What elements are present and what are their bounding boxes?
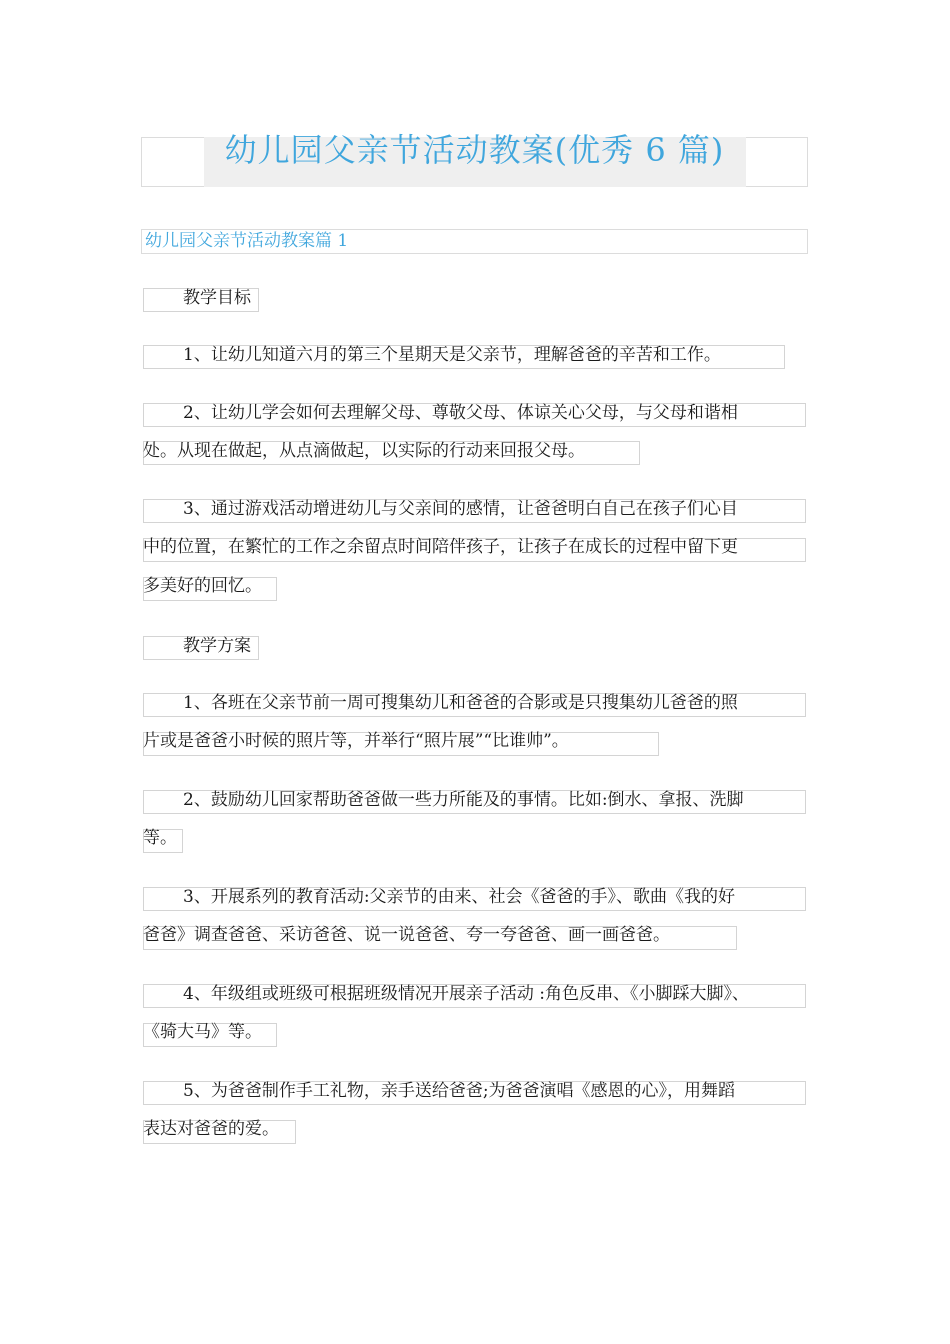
plan-4-line-1: 4、年级组或班级可根据班级情况开展亲子活动 :角色反串、《小脚踩大脚》、 [183,984,749,1004]
plan-1-line-2: 片或是爸爸小时候的照片等，并举行“照片展”“比谁帅”。 [143,731,569,751]
goal-2-line-1: 2、让幼儿学会如何去理解父母、尊敬父母、体谅关心父母，与父母和谐相 [183,403,738,423]
goal-3 [143,490,738,605]
goal-2-line-2: 处。从现在做起，从点滴做起，以实际的行动来回报父母。 [143,441,585,461]
plan-5 [143,1072,735,1148]
plan-5-line-1: 5、为爸爸制作手工礼物，亲手送给爸爸;为爸爸演唱《感恩的心》，用舞蹈 [183,1081,736,1101]
plan-3 [143,878,735,954]
plan-2-line-1: 2、鼓励幼儿回家帮助爸爸做一些力所能及的事情。比如:倒水、拿报、洗脚 [183,790,744,810]
goal-3-line-1: 3、通过游戏活动增进幼儿与父亲间的感情，让爸爸明白自己在孩子们心目 [183,499,738,519]
plan-5-line-2: 表达对爸爸的爱。 [143,1119,279,1139]
heading-plan-text: 教学方案 [183,636,251,656]
plan-2 [143,781,744,857]
plan-1-line-1: 1、各班在父亲节前一周可搜集幼儿和爸爸的合影或是只搜集幼儿爸爸的照 [183,693,738,713]
goal-3-line-3: 多美好的回忆。 [143,576,262,596]
goal-1-text: 1、让幼儿知道六月的第三个星期天是父亲节，理解爸爸的辛苦和工作。 [183,345,721,365]
plan-4 [143,975,749,1051]
goal-3-line-2: 中的位置，在繁忙的工作之余留点时间陪伴孩子，让孩子在成长的过程中留下更 [143,537,738,557]
plan-3-line-1: 3、开展系列的教育活动:父亲节的由来、社会《爸爸的手》、歌曲《我的好 [183,887,736,907]
section-heading: 幼儿园父亲节活动教案篇 1 [141,229,808,254]
heading-goals-text: 教学目标 [183,288,251,308]
plan-2-line-2: 等。 [143,828,177,848]
document-title: 幼儿园父亲节活动教案(优秀 6 篇) [224,131,725,169]
goal-2 [143,394,738,470]
plan-4-line-2: 《骑大马》等。 [143,1022,262,1042]
plan-3-line-2: 爸爸》调查爸爸、采访爸爸、说一说爸爸、夸一夸爸爸、画一画爸爸。 [143,925,670,945]
